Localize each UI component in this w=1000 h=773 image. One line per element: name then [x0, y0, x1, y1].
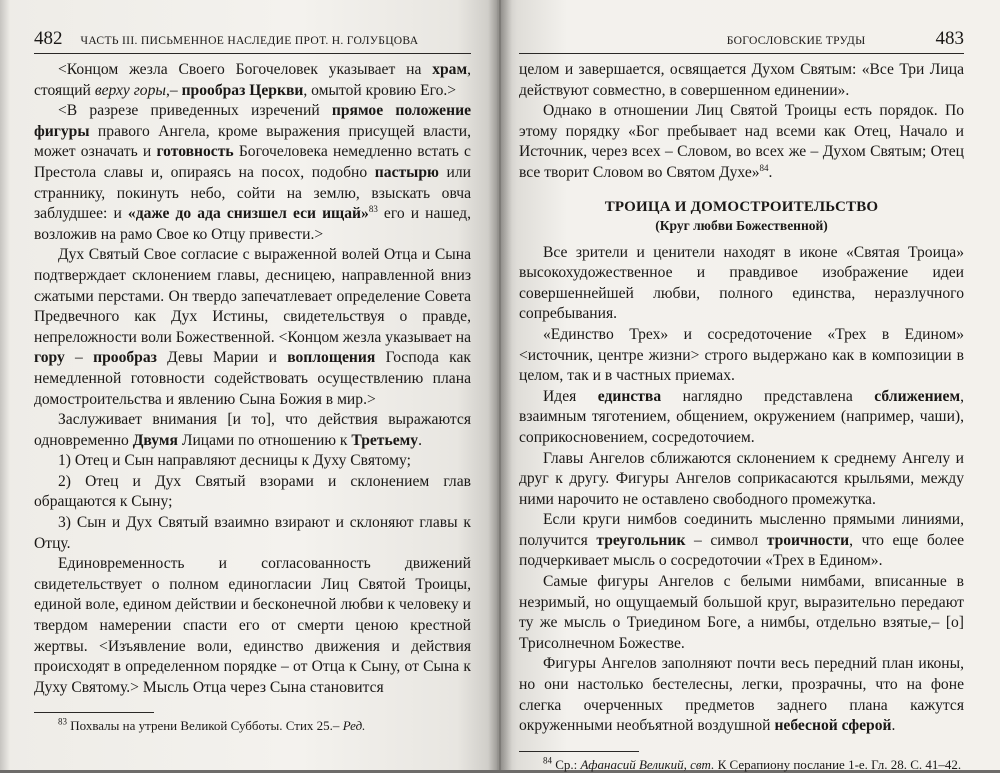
text-run: троичности: [766, 531, 850, 549]
text-run: 2) Отец и Дух Святый взорами и склонением глав обращаются к Сыну;: [34, 472, 471, 511]
text-run: Главы Ангелов сближаются склонением к среднему Ангелу и друг к другу. Фигуры Ангелов соприкасаются крыльями, между ними нарочито не оставлено свободного промежутка.: [519, 449, 964, 508]
text-run: единства: [597, 387, 662, 405]
text-run: 3) Сын и Дух Святый взаимно взирают и склоняют главы к Отцу.: [34, 514, 471, 552]
right-body-text: [519, 243, 964, 737]
right-page-number: 483: [935, 28, 964, 49]
text-run: храм: [432, 61, 468, 78]
text-run: Девы Марии и: [156, 349, 288, 367]
paragraph: [519, 325, 964, 387]
text-run: Однако в отношении Лиц Святой Троицы есть порядок. По этому порядку «Бог пребывает над всеми как Отец, Начало и Источник, через всех – Словом, во всех же – Духом Святым; Отец все творит Словом во Святом Духе»: [519, 102, 964, 181]
text-run: Господа как немедленной готовности содействовать осуществлению плана домостроительства и явлению Сына Божия в мир.>: [34, 349, 471, 408]
footnote-ref: 84: [543, 755, 552, 766]
paragraph: [34, 451, 471, 472]
paragraph: [34, 410, 471, 451]
paragraph: [519, 243, 964, 325]
text-run: Афанасий Великий, свт.: [580, 756, 715, 772]
text-run: Дух Святый Свое согласие с выраженной волей Отца и Сына подтверждает склонением главы, десницею, направленной вниз сжатыми перстами. Он твердо запечатлевает определение Совета Предвечного как Дух Истины, свидетельствуя о правде, непреложности воли Божественной. <Концом жезла указывает на: [34, 246, 471, 346]
text-run: Третьему: [351, 431, 419, 449]
text-run: «Единство Трех» и сосредоточение «Трех в Едином» <источник, центре жизни> строго выдержано как в композиции в целом, так и в частных приемах.: [519, 325, 964, 385]
text-run: .: [418, 431, 422, 449]
text-run: готовность: [156, 143, 234, 161]
text-run: <Концом жезла Своего Богочеловек указывает на: [58, 61, 433, 78]
text-run: целом и завершается, освящается Духом Святым: «Все Три Лица действуют совместно, в совершенном единении».: [519, 61, 964, 99]
text-run: Заслуживает внимания [и то], что действия выражаются одновременно: [34, 411, 471, 449]
text-run: треугольник: [596, 531, 686, 549]
right-page: [497, 0, 1000, 770]
text-run: К Серапиону послание 1-е. Гл. 28. С. 41–42.: [714, 756, 962, 772]
text-run: «даже до ада снизшел еси ищай»: [127, 205, 369, 223]
left-footnote-rule: [34, 712, 154, 713]
text-run: , стоящий: [34, 61, 471, 99]
text-run: Единовременность и согласованность движений свидетельствует о полном единогласии Лиц Святой Троицы, единой воле, едином действии и бесконечной любви к человеку и твердом намерении спасти его от смерти ценою крестной жертвы. <Изъявление воли, единство движения и действия происходят в определенном порядке – от Отца к Сыну, от Сына к Духу Святому.> Мысль Отца через Сына становится: [34, 555, 471, 696]
footnote-ref: 83: [58, 717, 67, 728]
text-run: Двумя: [132, 431, 178, 449]
text-run: прообраз Церкви: [181, 81, 304, 99]
text-run: .: [891, 717, 896, 735]
paragraph: [519, 449, 964, 511]
text-run: Фигуры Ангелов заполняют почти весь передний план иконы, но они настолько бестелесны, легки, прозрачны, что на фоне слегка очерченных предметов заднего плана кажутся окруженными необъятной воздушной: [519, 655, 964, 735]
text-run: Ред.: [342, 718, 366, 734]
text-run: Самые фигуры Ангелов с белыми нимбами, вписанные в незримый, но ощущаемый большой круг, выразительно передают ту же мысль о Триедином Боге, а нимбы, отдельно взятые,– [о] Трисолнечном Божестве.: [519, 573, 964, 652]
section-subheading: (Круг любви Божественной): [655, 217, 828, 233]
text-run: правого Ангела, кроме выражения присущей власти, может означать и: [34, 122, 471, 161]
text-run: верху горы: [94, 81, 166, 99]
paragraph: [519, 510, 964, 572]
text-run: .: [768, 163, 773, 181]
text-run: воплощения: [287, 349, 376, 367]
footnote-84: [519, 756, 964, 773]
paragraph: [519, 572, 964, 654]
text-run: Богочеловека немедленно встать с Престола славы и, опираясь на посох, подобно: [34, 143, 471, 181]
paragraph: [34, 472, 471, 513]
paragraph: [519, 387, 964, 449]
right-footnote-rule: [519, 751, 639, 752]
text-run: или страннику, покинуть небо, сойти на землю, взыскать овча заблудшее: и: [34, 163, 472, 223]
text-run: Ср.:: [552, 756, 581, 772]
right-running-head: [519, 28, 964, 54]
text-run: <В разрезе приведенных изречений: [58, 102, 332, 120]
text-run: Похвалы на утрени Великой Субботы. Стих 25.–: [67, 718, 343, 734]
left-page-number: 482: [34, 28, 63, 49]
right-body-text-top: [519, 60, 964, 184]
text-run: небесной сферой: [774, 717, 892, 735]
paragraph: [34, 513, 471, 554]
text-run: –: [64, 349, 94, 367]
paragraph: [34, 245, 471, 410]
text-run: , взаимным тяготением, общением, окружением (например, чаши), соприкосновением, сосредоточием.: [519, 387, 964, 446]
left-page: [0, 0, 497, 770]
text-run: Все зрители и ценители находят в иконе «Святая Троица» высокохудожественное и правдивое изображение идеи совершеннейшей любви, полного единства, неразлучного сопребывания.: [519, 243, 964, 323]
paragraph: [519, 654, 964, 736]
footnote-83: [34, 717, 471, 734]
text-run: , омытой кровию Его.>: [303, 81, 457, 99]
text-run: прямое положение фигуры: [34, 102, 471, 140]
text-run: Идея: [543, 387, 598, 405]
paragraph: [34, 60, 471, 101]
left-running-title: ЧАСТЬ III. ПИСЬМЕННОЕ НАСЛЕДИЕ ПРОТ. Н. ГОЛУБЦОВА: [80, 34, 419, 47]
left-body-text: [34, 60, 471, 698]
text-run: ,–: [165, 81, 182, 99]
text-run: Если круги нимбов соединить мысленно прямыми линиями, получится: [519, 511, 964, 549]
footnote-ref: 84: [759, 162, 769, 173]
left-running-head: [34, 28, 471, 54]
paragraph: [519, 101, 964, 183]
paragraph: [34, 554, 471, 698]
text-run: прообраз: [93, 349, 157, 367]
text-run: – символ: [685, 531, 767, 549]
text-run: 1) Отец и Сын направляют десницы к Духу Святому;: [58, 452, 411, 470]
text-run: , что еще более подчеркивает мысль о сосредоточии «Трех в Едином».: [519, 531, 965, 570]
text-run: Лицами по отношению к: [177, 431, 352, 449]
footnote-ref: 83: [368, 203, 378, 214]
text-run: его и нашед, возложив на рамо Свое ко Отцу привести.>: [34, 205, 472, 243]
paragraph: [34, 101, 471, 245]
text-run: сближением: [874, 387, 961, 405]
paragraph: [519, 60, 964, 101]
text-run: гору: [34, 349, 65, 367]
right-running-title: БОГОСЛОВСКИЕ ТРУДЫ: [726, 34, 866, 47]
text-run: наглядно представлена: [661, 387, 875, 405]
section-heading: ТРОИЦА И ДОМОСТРОИТЕЛЬСТВО: [604, 198, 879, 215]
text-run: пастырю: [374, 163, 439, 181]
